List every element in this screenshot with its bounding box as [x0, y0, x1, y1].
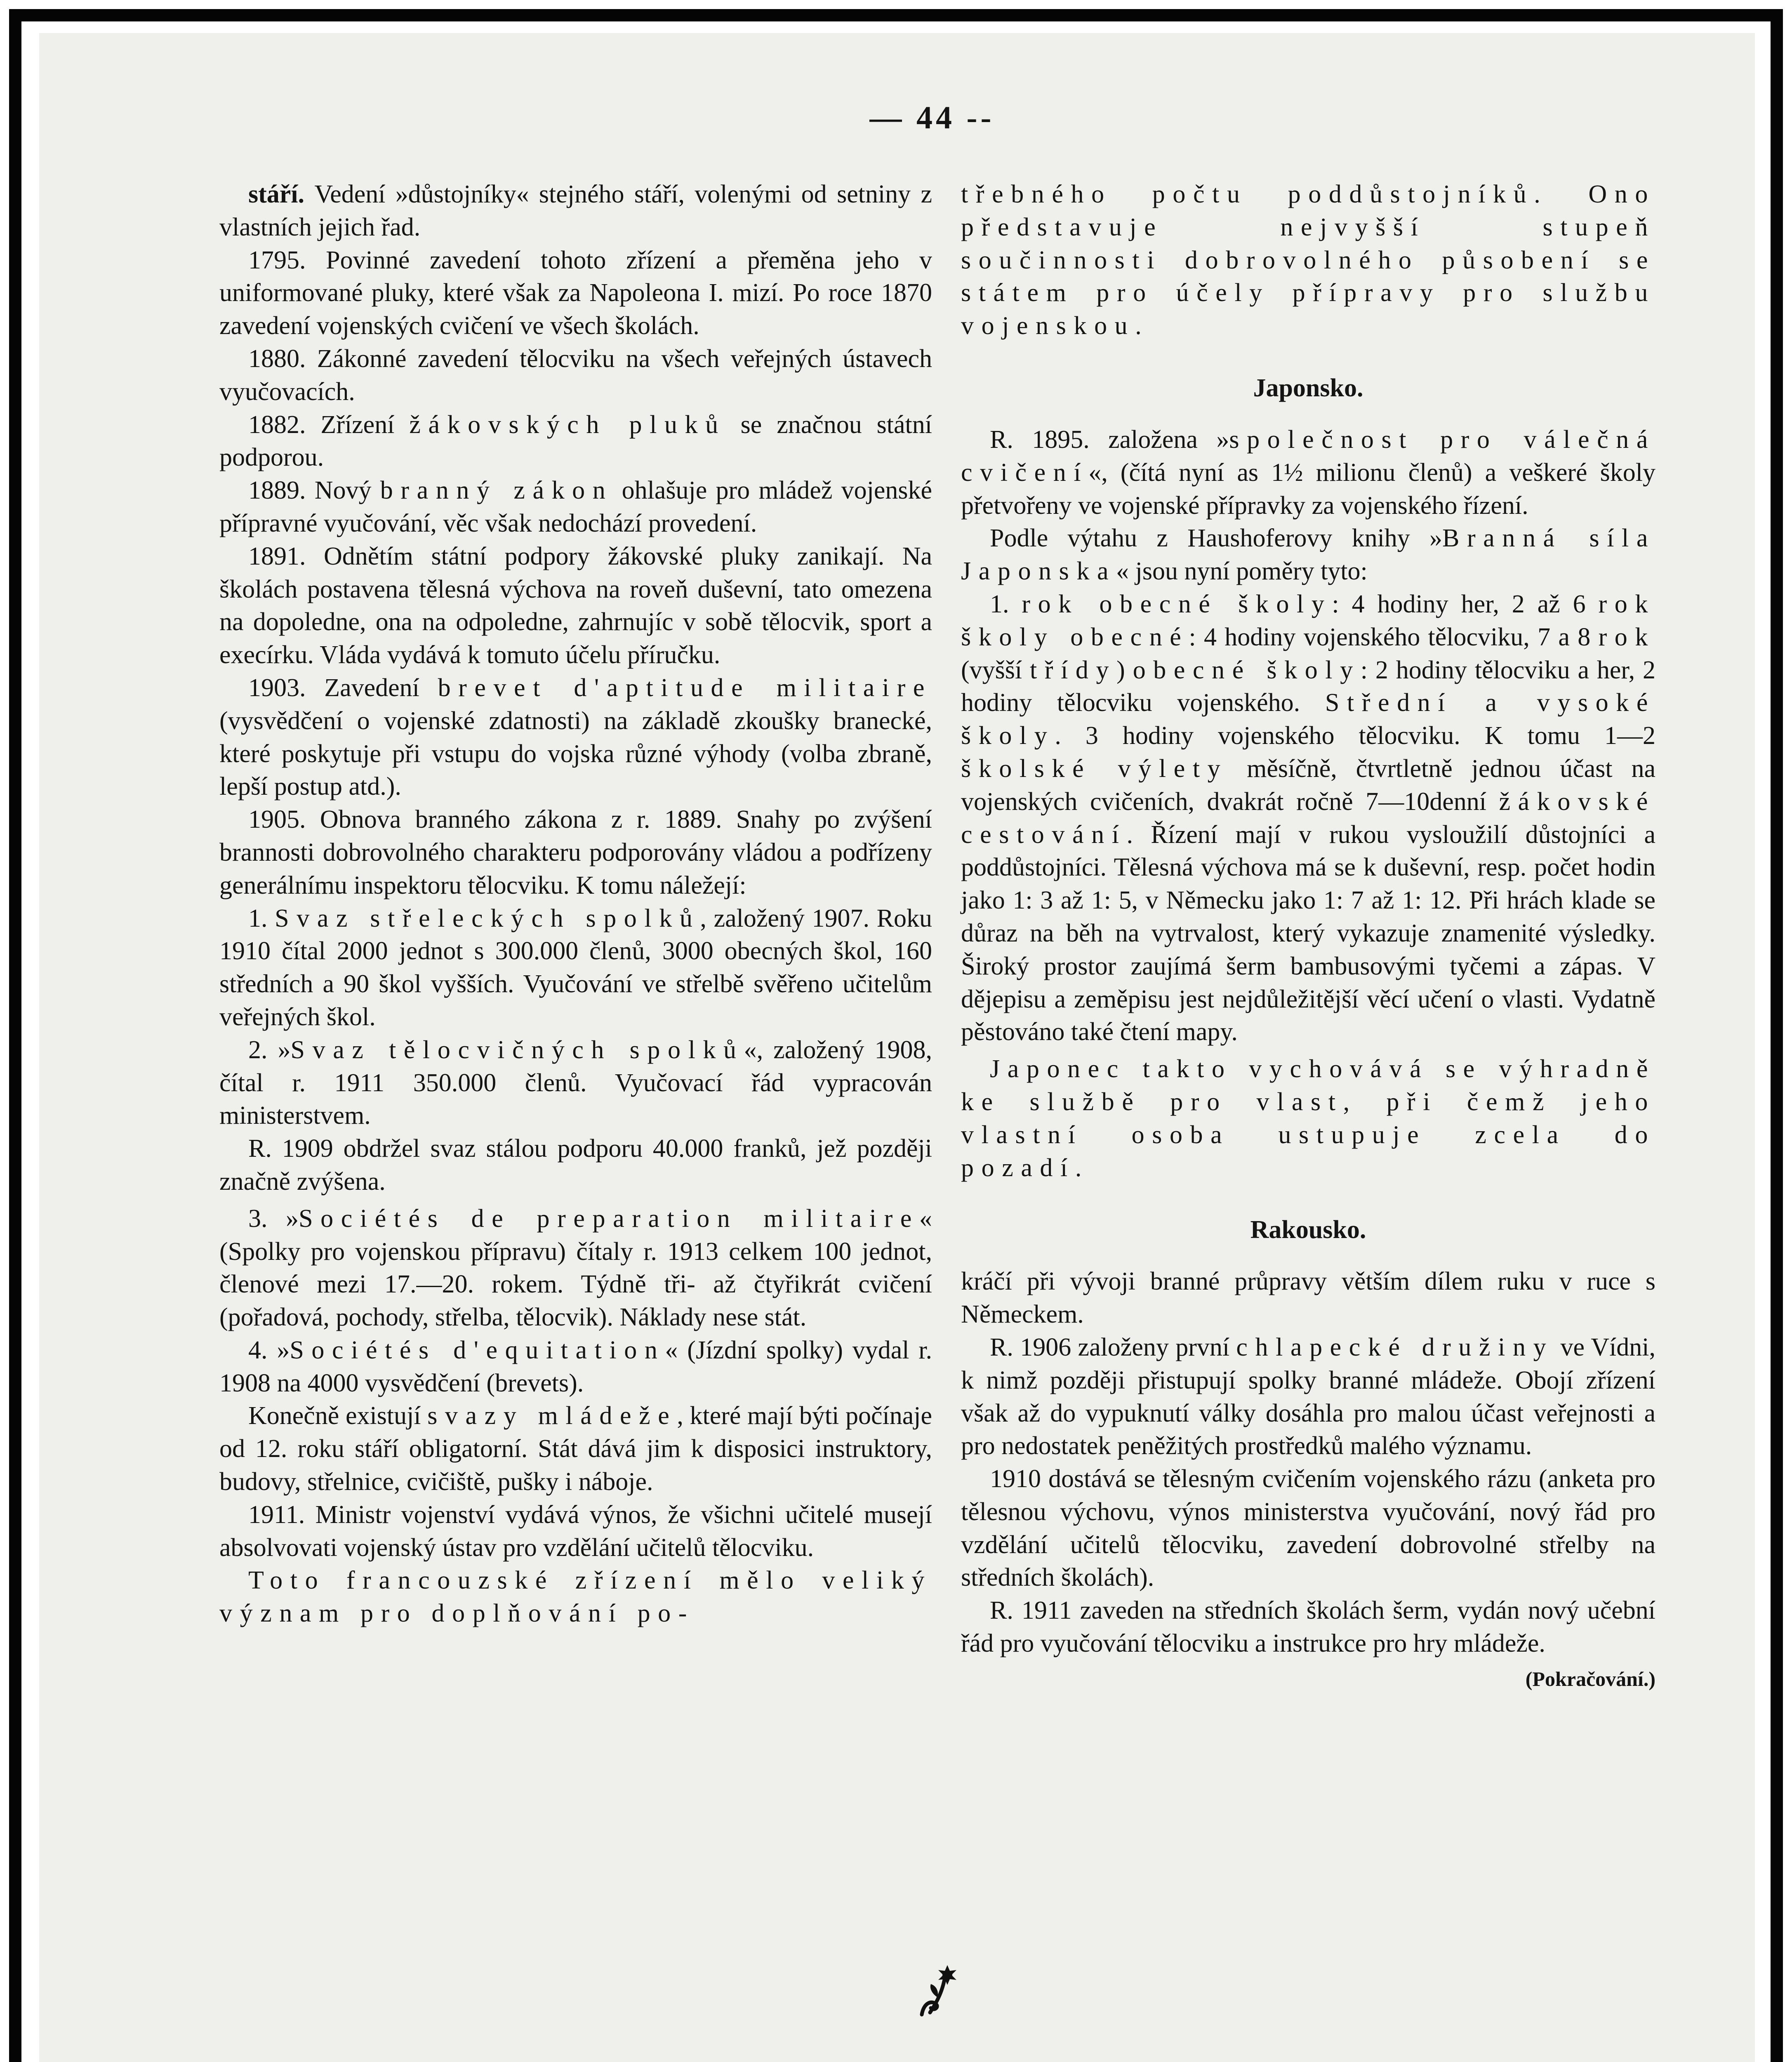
- paragraph-p9: [219, 1034, 932, 1132]
- text-run: «, založený 1908, čítal r. 1911 350.000 členů. Vyučovací řád vypracován ministerstvem.: [219, 1036, 932, 1130]
- page-number: — 44 --: [869, 99, 995, 135]
- right-column: [961, 178, 1655, 1696]
- text-run: ve Vídni, k nimž později přistupují spolky branné mládeže. Obojí zřízení však až do vypuknutí války dosáhla pro malou účast veřejnosti a pro nedostatek peněžitých prostředků malého významu.: [961, 1333, 1656, 1460]
- text-run: žákovských pluků: [409, 410, 726, 439]
- text-run: svazy mládeže: [427, 1402, 677, 1430]
- left-column: [219, 178, 932, 1630]
- paragraph-j0: [961, 424, 1655, 522]
- text-run: Toto francouzské zřízení mělo veliký význam pro doplňování po-: [219, 1566, 932, 1628]
- text-run: 1905. Obnova branného zákona z r. 1889. Snahy po zvýšení brannosti dobrovolného charakteru podporovány vládou a podřízeny generálnímu inspektoru tělocviku. K tomu náležejí:: [219, 805, 932, 899]
- text-run: , založený 1907. Roku 1910 čítal 2000 jednot s 300.000 členů, 3000 obecných škol, 160 středních a 90 škol vyšších. Vyučování ve střelbě svěřeno učitelům veřejných škol.: [219, 904, 932, 1031]
- text-run: branný zákon: [380, 476, 613, 505]
- text-run: , které mají býti počínaje od 12. roku stáří obligatorní. Stát dává jim k disposici instruktory, budovy, střelnice, cvičiště, pušky i náboje.: [219, 1402, 932, 1496]
- text-run: Střední a vysoké školy: [961, 689, 1655, 750]
- text-run: : 4 hodiny her, 2 až 6: [1332, 590, 1599, 618]
- text-run: « (Jízdní spolky) vydal r. 1908 na 4000 vysvědčení (brevets).: [219, 1336, 932, 1397]
- paragraph-p15: [219, 1564, 932, 1630]
- section-japan: [961, 424, 1655, 1184]
- text-run: třebného počtu poddůstojníků. Ono představuje nejvyšší stupeň součinnosti dobrovolného působení se státem pro účely přípravy pro službu vojenskou.: [961, 180, 1655, 340]
- text-run: Svaz tělocvičných spolků: [290, 1036, 744, 1064]
- paragraph-p12: [219, 1334, 932, 1400]
- paragraph-p13: [219, 1400, 932, 1498]
- text-run: Konečně existují: [248, 1402, 428, 1430]
- text-run: třídy: [1030, 656, 1117, 684]
- continuation-note: (Pokračování.): [1525, 1667, 1655, 1690]
- text-run: Podle výtahu z Haushoferovy knihy »: [990, 524, 1443, 553]
- text-run: stáří.: [248, 180, 315, 208]
- paragraph-a3: [961, 1594, 1655, 1690]
- text-run: ): [1116, 656, 1133, 684]
- text-run: obecné školy: [1133, 656, 1361, 684]
- text-run: 1903. Zavedení: [248, 673, 438, 702]
- text-run: 1911. Ministr vojenství vydává výnos, že všichni učitelé musejí absolvovati vojenský ústav pro vzdělání učitelů tělocviku.: [219, 1500, 932, 1562]
- text-run: rok: [1598, 623, 1656, 651]
- paragraph-p5: [219, 540, 932, 672]
- text-run: 1889. Nový: [248, 476, 380, 505]
- text-run: Sociétés de preparation militaire: [299, 1204, 919, 1233]
- section-heading-austria: Rakousko.: [1250, 1216, 1366, 1244]
- text-run: ohlašuje pro mládež vojenské přípravné vyučování, věc však nedochází provedení.: [219, 476, 932, 537]
- paragraph-p4: [219, 474, 932, 540]
- text-run: R. 1895. založena »: [990, 425, 1229, 454]
- text-run: (vysvědčení o vojenské zdatnosti) na základě zkoušky branecké, které poskytuje při vstupu do vojska různé výhody (volba zbraně, lepší postup atd.).: [219, 706, 932, 801]
- paragraph-p10: [219, 1132, 932, 1198]
- text-run: žákovské cestování: [961, 787, 1655, 849]
- text-run: Branná síla Japonska: [961, 524, 1655, 586]
- text-run: 1.: [248, 904, 275, 932]
- text-run: (vyšší: [961, 656, 1030, 684]
- text-run: « jsou nyní poměry tyto:: [1116, 557, 1368, 586]
- paragraph-p14: [219, 1499, 932, 1565]
- paragraph-p2: [219, 343, 932, 409]
- paragraph-r0: [961, 178, 1655, 343]
- text-run: « (Spolky pro vojenskou přípravu) čítaly r. 1913 celkem 100 jednot, členové mezi 17.—20. rokem. Týdně tři- až čtyřikrát cvičení (pořadová, pochody, střelba, tělocvik). Náklady nese stát.: [219, 1204, 932, 1332]
- text-run: «, (čítá nyní as 1½ milionu členů) a veškeré školy přetvořeny ve vojenské přípravky za vojenského řízení.: [961, 458, 1655, 520]
- text-run: společnost pro válečná cvičení: [961, 425, 1656, 487]
- section-heading-japan: Japonsko.: [1253, 374, 1363, 402]
- text-run: R. 1906 založeny první: [990, 1333, 1236, 1361]
- paragraph-j3: [961, 1053, 1655, 1184]
- text-run: 1882. Zřízení: [248, 410, 410, 439]
- text-run: 1795. Povinné zavedení tohoto zřízení a přeměna jeho v uniformované pluky, které však za Napoleona I. mizí. Po roce 1870 zavedení vojenských cvičení ve všech školách.: [219, 246, 932, 340]
- text-run: školské výlety: [961, 754, 1228, 783]
- paragraph-p0: [219, 178, 932, 244]
- text-run: Vedení »důstojníky« stejného stáří, volenými od setniny z vlastních jejich řad.: [219, 180, 932, 241]
- text-run: 4. »: [248, 1336, 290, 1364]
- paragraph-p11: [219, 1203, 932, 1334]
- text-run: rok školy obecné: [961, 590, 1655, 651]
- text-run: Svaz střeleckých spolků: [275, 904, 700, 932]
- text-run: 1910 dostává se tělesným cvičením vojenského rázu (anketa pro tělesnou výchovu, výnos ministerstva vyučování, nový řád pro vzdělání učitelů tělocviku, zavedení dobrovolné střelby na středních školách).: [961, 1465, 1655, 1592]
- text-run: R. 1909 obdržel svaz stálou podporu 40.000 franků, jež později značně zvýšena.: [219, 1135, 932, 1196]
- text-run: měsíčně, čtvrtletně jednou účast na vojenských cvičeních, dvakrát ročně 7—10denní: [961, 754, 1655, 816]
- text-run: 2. »: [248, 1036, 291, 1064]
- text-run: 1880. Zákonné zavedení tělocviku na všech veřejných ústavech vyučovacích.: [219, 344, 932, 406]
- text-run: brevet d'aptitude militaire: [438, 673, 932, 702]
- paragraph-a1: [961, 1331, 1655, 1463]
- paragraph-p7: [219, 803, 932, 902]
- flower-ornament-icon: [914, 1961, 967, 2023]
- section-austria: [961, 1265, 1656, 1690]
- paragraph-p8: [219, 902, 932, 1034]
- right-intro: [961, 178, 1655, 343]
- text-run: . 3 hodiny vojenského tělocviku. K tomu 1—2: [1055, 722, 1655, 750]
- text-run: R. 1911 zaveden na středních školách šerm, vydán nový učební řád pro vyučování tělocviku a instrukce pro hry mládeže.: [961, 1596, 1655, 1658]
- text-run: chlapecké družiny: [1236, 1333, 1554, 1361]
- text-run: se značnou státní podporou.: [219, 410, 932, 472]
- paragraph-j1: [961, 522, 1655, 588]
- text-run: : 2 hodiny tělocviku a her, 2 hodiny tělocviku vojenského.: [961, 656, 1655, 717]
- text-run: : 4 hodiny vojenského tělocviku, 7 a 8: [1189, 623, 1599, 651]
- text-run: kráčí při vývoji branné průpravy větším dílem ruku v ruce s Německem.: [961, 1267, 1655, 1329]
- text-run: . Řízení mají v rukou vysloužilí důstojníci a poddůstojníci. Tělesná výchova má se k duševní, resp. počet hodin jako 1: 3 až 1: 5, v Německu jako 1: 7 až 1: 12. Při hrách klade se důraz na běh na vytrvalost, který vykazuje znamenité výsledky. Široký prostor zaujímá šerm bambusovými tyčemi a zápas. V dějepisu a zeměpisu jest nejdůležitější věcí učení o vlasti. Vydatně pěstováno také čtení mapy.: [961, 820, 1655, 1046]
- text-run: Sociétés d'equitation: [290, 1336, 665, 1364]
- paragraph-a2: [961, 1463, 1655, 1594]
- paragraph-p6: [219, 672, 932, 803]
- paragraph-p1: [219, 244, 932, 343]
- paragraph-j2: [961, 588, 1655, 1049]
- paragraph-p3: [219, 409, 932, 475]
- paragraph-a0: [961, 1265, 1655, 1331]
- text-run: 1891. Odnětím státní podpory žákovské pluky zanikají. Na školách postavena tělesná výchova na roveň duševní, tato omezena na dopoledne, ona na odpoledne, zahrnujíc v sobě tělocvik, sport a execírku. Vláda vydává k tomuto účelu příručku.: [219, 542, 932, 669]
- text-run: 1.: [990, 590, 1022, 618]
- text-run: Japonec takto vychovává se výhradně ke službě pro vlast, při čemž jeho vlastní osoba ustupuje zcela do pozadí.: [961, 1055, 1655, 1182]
- text-run: 3. »: [248, 1204, 299, 1233]
- text-run: rok obecné školy: [1022, 590, 1332, 618]
